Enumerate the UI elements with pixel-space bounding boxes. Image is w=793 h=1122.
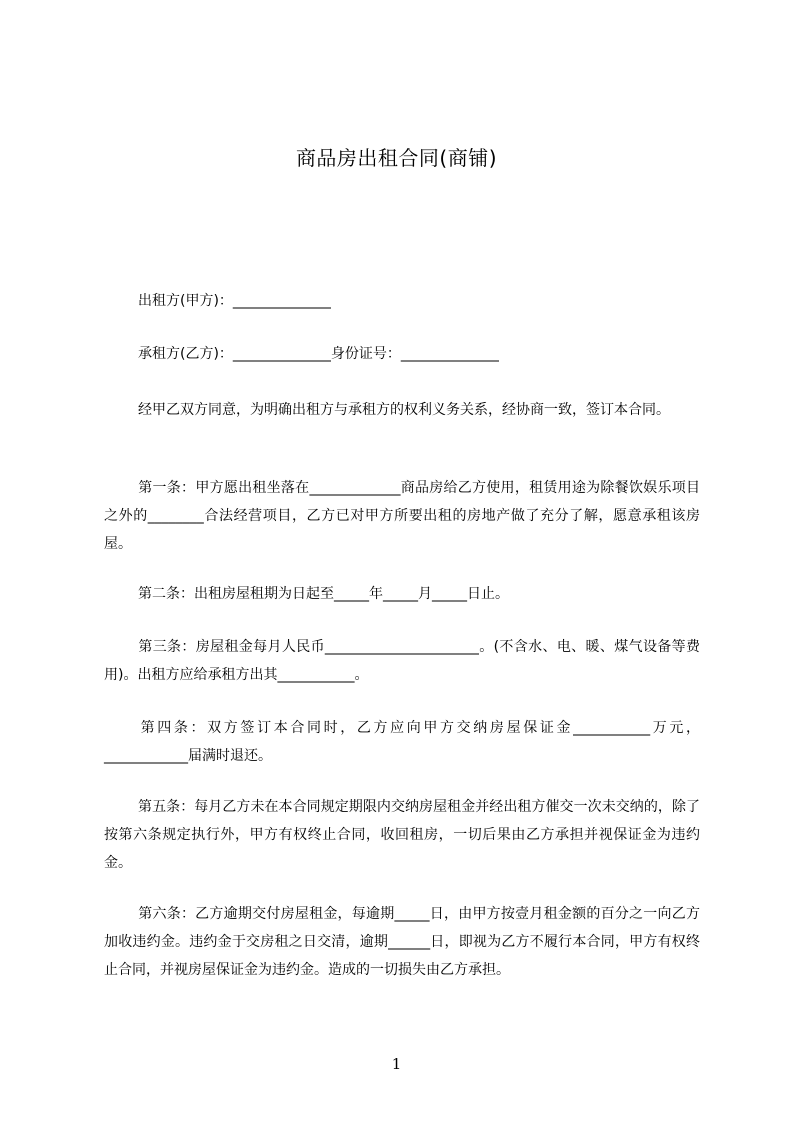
article-3-text: 第三条：房屋租金每月人民币______________________。(不含水、电、暖、煤气设备等费用)。出租方应给承租方出其___________。	[104, 639, 700, 683]
article-6-text: 第六条：乙方逾期交付房屋租金，每逾期_____日，由甲方按壹月租金额的百分之一向乙方加收违约金。违约金于交房租之日交清，逾期______日，即视为乙方不履行本合同，甲方有权终止合同，并视房屋保证金为违约金。造成的一切损失由乙方承担。	[104, 906, 700, 978]
article-1-text: 第一条：甲方愿出租坐落在_____________商品房给乙方使用，租赁用途为除餐饮娱乐项目之外的________合法经营项目，乙方已对甲方所要出租的房地产做了充分了解，愿意承租该房屋。	[104, 480, 700, 552]
article-2-paragraph	[104, 580, 700, 608]
page-number: 1	[391, 1055, 402, 1073]
article-4-text: 第四条：双方签订本合同时，乙方应向甲方交纳房屋保证金___________万元，____________届满时退还。	[104, 720, 700, 764]
lessor-line: 出租方(甲方)：______________	[138, 293, 331, 309]
document-title: 商品房出租合同(商铺)	[295, 146, 498, 170]
lessee-line: 承租方(乙方)：______________身份证号：______________	[138, 346, 499, 362]
intro-text: 经甲乙双方同意，为明确出租方与承租方的权利义务关系，经协商一致，签订本合同。	[138, 402, 670, 418]
article-6-paragraph	[104, 900, 700, 984]
article-3-paragraph	[104, 633, 700, 689]
article-5-paragraph	[104, 793, 700, 877]
article-4-paragraph	[104, 714, 700, 770]
article-5-text: 第五条：每月乙方未在本合同规定期限内交纳房屋租金并经出租方催交一次未交纳的，除了按第六条规定执行外，甲方有权终止合同，收回租房，一切后果由乙方承担并视保证金为违约金。	[104, 799, 700, 871]
intro-paragraph	[104, 396, 700, 424]
article-1-paragraph	[104, 474, 700, 558]
article-2-text: 第二条：出租房屋租期为日起至_____年_____月_____日止。	[138, 586, 509, 602]
